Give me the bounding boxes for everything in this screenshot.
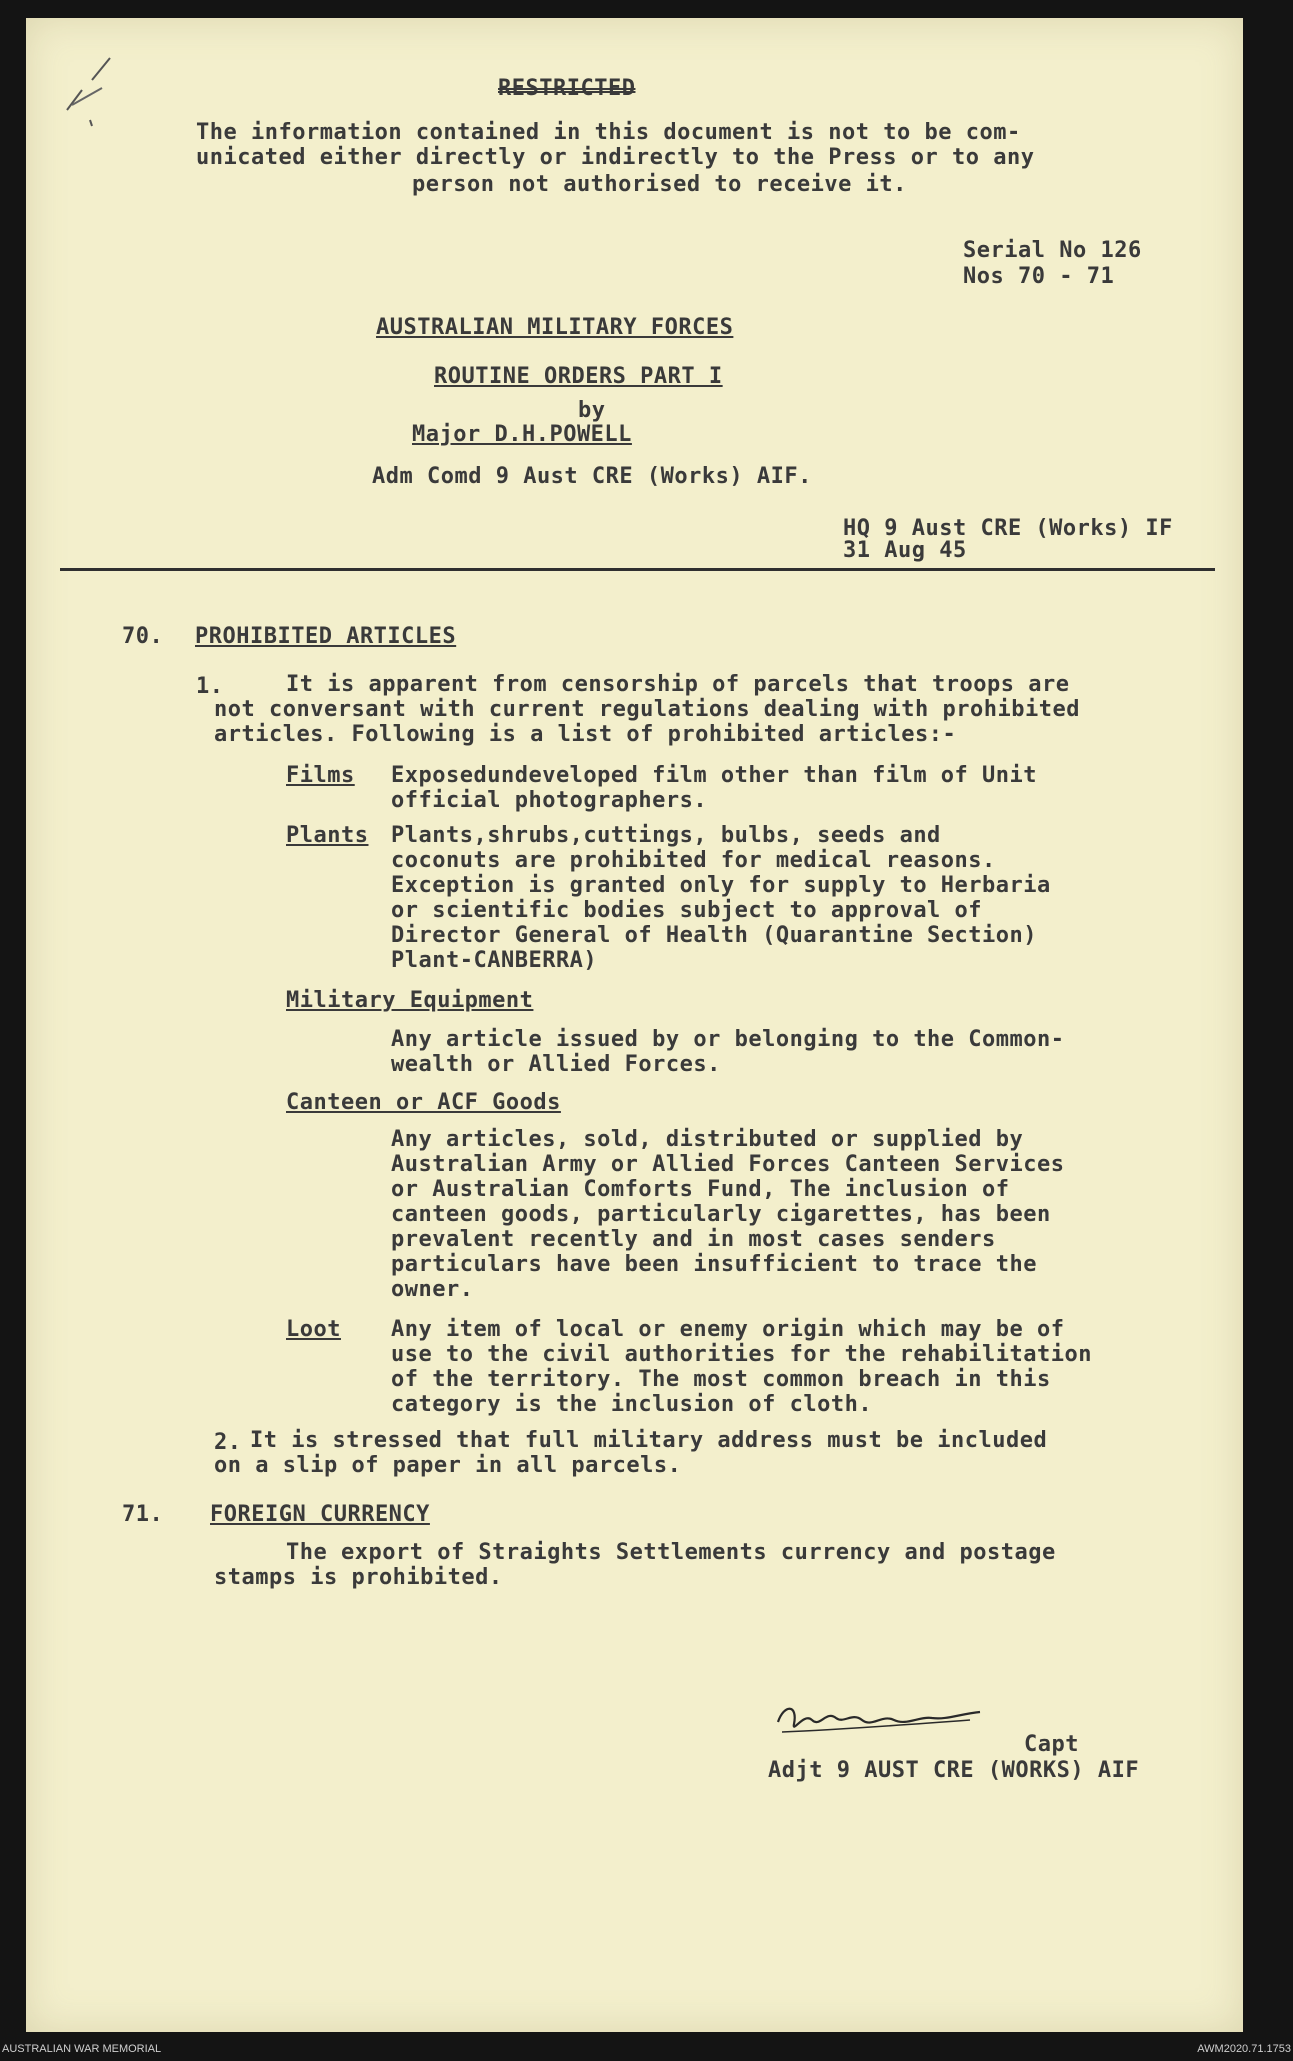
- plants-line-1: Plants,shrubs,cuttings, bulbs, seeds and: [391, 823, 941, 848]
- plants-line-5: Director General of Health (Quarantine Section): [391, 923, 1038, 948]
- section-70-number: 70.: [122, 624, 164, 649]
- footer-accession: AWM2020.71.1753: [1197, 2043, 1291, 2055]
- canteen-line-3: or Australian Comforts Fund, The inclusion of: [391, 1177, 1010, 1202]
- para-2-number: 2.: [214, 1430, 242, 1455]
- canteen-line-5: prevalent recently and in most cases senders: [391, 1227, 996, 1252]
- notice-line-2: unicated either directly or indirectly to the Press or to any: [196, 145, 1035, 170]
- officer-name: Major D.H.POWELL: [412, 422, 632, 447]
- section-71-heading: FOREIGN CURRENCY: [210, 1502, 430, 1527]
- section-71-line-1: The export of Straights Settlements currency and postage: [286, 1540, 1056, 1565]
- notice-line-1: The information contained in this document is not to be com-: [196, 120, 1021, 145]
- loot-line-3: of the territory. The most common breach in this: [391, 1367, 1051, 1392]
- military-line-2: wealth or Allied Forces.: [391, 1052, 721, 1077]
- section-70-heading: PROHIBITED ARTICLES: [195, 624, 457, 649]
- notice-line-3: person not authorised to receive it.: [412, 172, 907, 197]
- canteen-term: Canteen or ACF Goods: [286, 1090, 561, 1115]
- classification-stamp: RESTRICTED: [498, 76, 636, 101]
- para-2-line-1: It is stressed that full military address must be included: [250, 1428, 1048, 1453]
- signatory-rank: Capt: [1024, 1732, 1079, 1757]
- loot-term: Loot: [286, 1317, 341, 1342]
- loot-line-2: use to the civil authorities for the rehabilitation: [391, 1342, 1093, 1367]
- plants-line-3: Exception is granted only for supply to Herbaria: [391, 873, 1051, 898]
- para-2-line-2: on a slip of paper in all parcels.: [214, 1453, 682, 1478]
- military-equipment-term: Military Equipment: [286, 988, 534, 1013]
- header-divider: [60, 568, 1215, 571]
- films-line-2: official photographers.: [391, 788, 708, 813]
- loot-line-1: Any item of local or enemy origin which may be of: [391, 1317, 1065, 1342]
- films-term: Films: [286, 763, 355, 788]
- canteen-line-7: owner.: [391, 1277, 474, 1302]
- plants-line-6: Plant-CANBERRA): [391, 948, 598, 973]
- orders-heading: ROUTINE ORDERS PART I: [434, 364, 723, 389]
- canteen-line-2: Australian Army or Allied Forces Canteen Services: [391, 1152, 1065, 1177]
- films-line-1: Exposedundeveloped film other than film of Unit: [391, 763, 1038, 788]
- forces-heading: AUSTRALIAN MILITARY FORCES: [376, 315, 734, 340]
- canteen-line-4: canteen goods, particularly cigarettes, has been: [391, 1202, 1051, 1227]
- plants-line-4: or scientific bodies subject to approval of: [391, 898, 983, 923]
- order-numbers: Nos 70 - 71: [963, 264, 1115, 289]
- loot-line-4: category is the inclusion of cloth.: [391, 1392, 873, 1417]
- para-1-number: 1.: [196, 674, 224, 699]
- plants-line-2: coconuts are prohibited for medical reasons.: [391, 848, 996, 873]
- para-1-line-1: It is apparent from censorship of parcels that troops are: [286, 672, 1070, 697]
- hq-line: HQ 9 Aust CRE (Works) IF: [843, 516, 1173, 541]
- section-71-line-2: stamps is prohibited.: [214, 1565, 503, 1590]
- serial-number: Serial No 126: [963, 238, 1142, 263]
- para-1-line-2: not conversant with current regulations dealing with prohibited: [214, 697, 1080, 722]
- date-line: 31 Aug 45: [843, 538, 967, 563]
- handwritten-signature: [770, 1690, 1010, 1750]
- canteen-line-6: particulars have been insufficient to trace the: [391, 1252, 1038, 1277]
- command-line: Adm Comd 9 Aust CRE (Works) AIF.: [372, 464, 812, 489]
- pencil-mark: [62, 50, 122, 130]
- signatory-appointment: Adjt 9 AUST CRE (WORKS) AIF: [768, 1758, 1140, 1783]
- military-line-1: Any article issued by or belonging to the Common-: [391, 1027, 1065, 1052]
- footer-institution: AUSTRALIAN WAR MEMORIAL: [2, 2043, 162, 2055]
- plants-term: Plants: [286, 823, 369, 848]
- canteen-line-1: Any articles, sold, distributed or supplied by: [391, 1127, 1024, 1152]
- by-label: by: [578, 398, 606, 423]
- para-1-line-3: articles. Following is a list of prohibited articles:-: [214, 722, 957, 747]
- section-71-number: 71.: [122, 1502, 164, 1527]
